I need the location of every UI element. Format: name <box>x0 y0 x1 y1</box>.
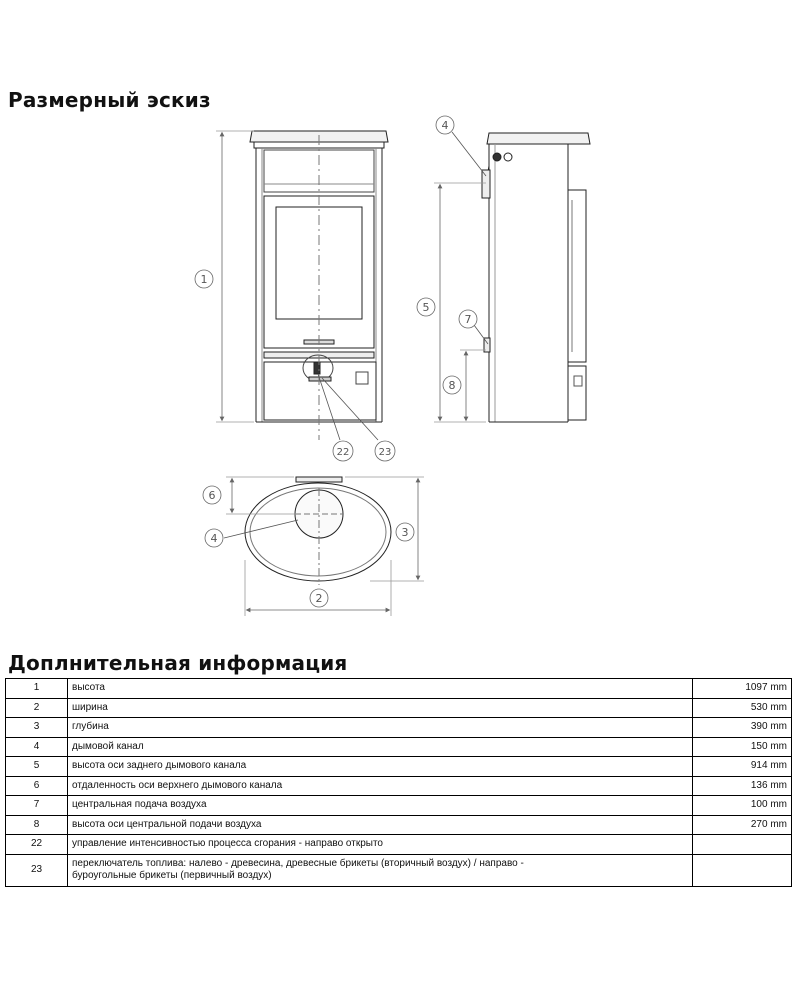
sketch-title: Размерный эскиз <box>8 88 211 112</box>
top-view <box>245 477 391 585</box>
table-row <box>6 737 792 757</box>
table-row <box>6 815 792 835</box>
row-value: 270 mm <box>693 815 792 835</box>
table-row <box>6 835 792 855</box>
svg-text:2: 2 <box>315 592 323 605</box>
row-description: глубина <box>68 718 693 738</box>
row-description: управление интенсивностью процесса сгорания - направо открыто <box>68 835 693 855</box>
row-number: 6 <box>6 776 68 796</box>
row-value: 1097 mm <box>693 679 792 699</box>
row-description: центральная подача воздуха <box>68 796 693 816</box>
callout-6 <box>203 486 221 504</box>
row-value: 100 mm <box>693 796 792 816</box>
svg-text:1: 1 <box>200 273 208 286</box>
callout-8 <box>443 376 461 394</box>
callout-5 <box>417 298 435 316</box>
table-row <box>6 679 792 699</box>
row-description: высота <box>68 679 693 699</box>
callout-7 <box>459 310 477 328</box>
dimension-1 <box>216 131 254 422</box>
table-row <box>6 796 792 816</box>
callout-22 <box>333 441 353 461</box>
row-number: 2 <box>6 698 68 718</box>
callout-23 <box>375 441 395 461</box>
side-view <box>482 133 590 422</box>
table-row <box>6 698 792 718</box>
row-description: переключатель топлива: налево - древесина, древесные брикеты (вторичный воздух) / направо - буроугольные брикеты (первичный воздух) <box>68 854 693 886</box>
row-value: 150 mm <box>693 737 792 757</box>
row-value: 390 mm <box>693 718 792 738</box>
svg-text:4: 4 <box>441 119 449 132</box>
row-description: высота оси заднего дымового канала <box>68 757 693 777</box>
table-row <box>6 718 792 738</box>
front-view <box>250 131 388 440</box>
callout-2 <box>310 589 328 607</box>
table-row <box>6 757 792 777</box>
svg-text:6: 6 <box>208 489 216 502</box>
row-description: высота оси центральной подачи воздуха <box>68 815 693 835</box>
callout-4-side <box>436 116 454 134</box>
row-number: 7 <box>6 796 68 816</box>
row-value: 136 mm <box>693 776 792 796</box>
svg-text:7: 7 <box>464 313 472 326</box>
svg-text:3: 3 <box>401 526 409 539</box>
svg-text:5: 5 <box>422 301 430 314</box>
row-value <box>693 835 792 855</box>
row-number: 22 <box>6 835 68 855</box>
svg-text:8: 8 <box>448 379 456 392</box>
svg-text:23: 23 <box>378 447 392 458</box>
row-number: 5 <box>6 757 68 777</box>
callout-4-top <box>205 529 223 547</box>
table-row <box>6 854 792 886</box>
row-description: дымовой канал <box>68 737 693 757</box>
svg-text:22: 22 <box>336 447 350 458</box>
dimension-5-8 <box>434 132 488 422</box>
svg-text:4: 4 <box>210 532 218 545</box>
row-value <box>693 854 792 886</box>
row-number: 8 <box>6 815 68 835</box>
row-value: 914 mm <box>693 757 792 777</box>
callout-3 <box>396 523 414 541</box>
row-description: отдаленность оси верхнего дымового канала <box>68 776 693 796</box>
row-number: 23 <box>6 854 68 886</box>
specs-table <box>5 678 792 887</box>
row-description: ширина <box>68 698 693 718</box>
row-value: 530 mm <box>693 698 792 718</box>
table-row <box>6 776 792 796</box>
row-number: 4 <box>6 737 68 757</box>
row-number: 3 <box>6 718 68 738</box>
info-title: Доплнительная информация <box>8 651 348 675</box>
callout-1 <box>195 270 213 288</box>
row-number: 1 <box>6 679 68 699</box>
